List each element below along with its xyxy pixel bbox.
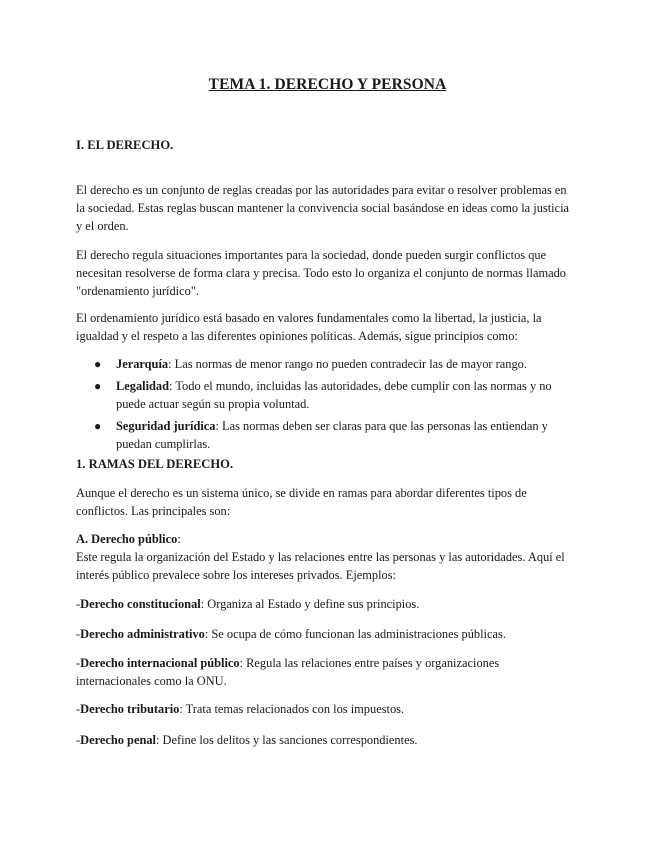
principle-text: : Todo el mundo, incluidas las autoridades, debe cumplir con las normas y no puede actuar según su propia voluntad. <box>116 379 552 411</box>
item-dash: - <box>76 733 81 747</box>
item-text: : Se ocupa de cómo funcionan las administraciones públicas. <box>204 627 506 641</box>
principle-text: : Las normas deben ser claras para que las personas las entiendan y puedan cumplirlas. <box>116 419 548 451</box>
list-item <box>76 731 570 749</box>
bullet-icon: ● <box>94 419 102 433</box>
principle-term: Seguridad jurídica <box>116 419 216 433</box>
paragraph-definicion: El derecho es un conjunto de reglas creadas por las autoridades para evitar o resolver problemas en la sociedad. Estas reglas buscan mantener la convivencia social basándose en ideas como la justicia y el orden. <box>76 183 570 233</box>
principle-text: : Las normas de menor rango no pueden contradecir las de mayor rango. <box>168 357 527 371</box>
item-dash: - <box>76 656 81 670</box>
item-dash: - <box>76 627 81 641</box>
bullet-icon: ● <box>94 379 102 393</box>
item-term: Derecho penal <box>80 733 156 747</box>
list-item <box>76 417 570 453</box>
item-dash: - <box>76 702 81 716</box>
list-item <box>76 700 570 718</box>
subsection-derecho-publico <box>76 530 570 584</box>
subsection-text: Este regula la organización del Estado y las relaciones entre las personas y las autoridades. Aquí el interés público prevalece sobre los intereses privados. Ejemplos: <box>76 550 565 582</box>
item-term: Derecho internacional público <box>80 656 240 670</box>
list-item <box>76 377 570 413</box>
list-item <box>76 595 570 613</box>
section-heading-ramas: 1. RAMAS DEL DERECHO. <box>76 457 234 471</box>
subsection-label: A. Derecho público <box>76 532 178 546</box>
paragraph-regulacion: El derecho regula situaciones importantes para la sociedad, donde pueden surgir conflictos que necesitan resolverse de forma clara y precisa. Todo esto lo organiza el conjunto de normas llamado "ordenamiento jurídico". <box>76 248 566 298</box>
list-item <box>76 625 570 643</box>
item-text: : Define los delitos y las sanciones correspondientes. <box>155 733 418 747</box>
principle-term: Legalidad <box>116 379 170 393</box>
item-term: Derecho administrativo <box>80 627 205 641</box>
section-heading-derecho: I. EL DERECHO. <box>76 138 174 152</box>
bullet-icon: ● <box>94 357 102 371</box>
principles-list <box>76 355 570 457</box>
document-title: TEMA 1. DERECHO Y PERSONA <box>208 76 447 93</box>
paragraph-ordenamiento: El ordenamiento jurídico está basado en valores fundamentales como la libertad, la justicia, la igualdad y el respeto a las diferentes opiniones políticas. Además, sigue principios como: <box>76 311 542 343</box>
item-dash: - <box>76 597 81 611</box>
principle-term: Jerarquía <box>116 357 169 371</box>
item-term: Derecho constitucional <box>80 597 201 611</box>
item-term: Derecho tributario <box>80 702 180 716</box>
list-item <box>76 355 570 373</box>
item-text: : Trata temas relacionados con los impuestos. <box>179 702 405 716</box>
paragraph-ramas-intro: Aunque el derecho es un sistema único, se divide en ramas para abordar diferentes tipos de conflictos. Las principales son: <box>76 486 527 518</box>
subsection-colon: : <box>177 532 181 546</box>
item-text: : Organiza al Estado y define sus principios. <box>200 597 420 611</box>
item-text: : Regula las relaciones entre países y organizaciones internacionales como la ONU. <box>76 656 500 688</box>
list-item <box>76 654 570 690</box>
